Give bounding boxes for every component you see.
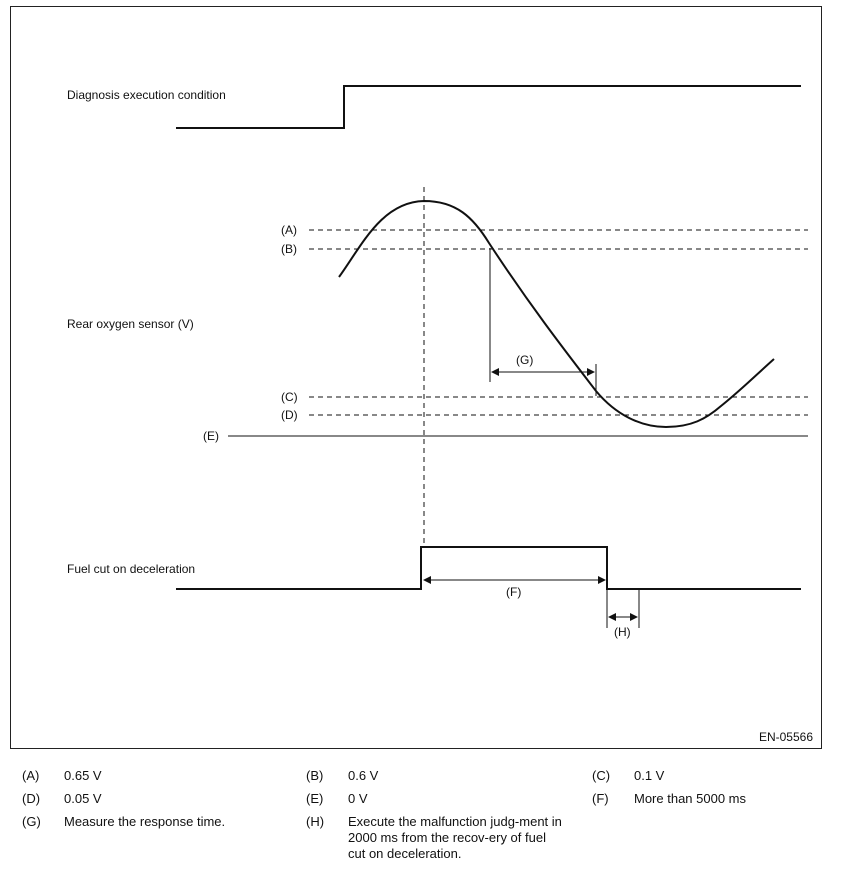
marker-c: (C) <box>281 390 298 404</box>
legend-value-a: 0.65 V <box>64 768 102 783</box>
marker-g: (G) <box>516 353 534 367</box>
marker-d: (D) <box>281 408 298 422</box>
fuel-cut-signal <box>176 547 801 589</box>
sensor-waveform <box>339 201 774 427</box>
legend-value-d: 0.05 V <box>64 791 102 806</box>
legend-value-c: 0.1 V <box>634 768 665 783</box>
fuel-cut-row-label: Fuel cut on deceleration <box>67 562 196 576</box>
legend-key-f: (F) <box>592 791 609 806</box>
timing-diagram <box>11 7 823 750</box>
marker-e: (E) <box>203 429 219 443</box>
legend-key-a: (A) <box>22 768 40 783</box>
legend-key-b: (B) <box>306 768 324 783</box>
legend-value-b: 0.6 V <box>348 768 379 783</box>
condition-signal <box>176 86 801 128</box>
figure-code: EN-05566 <box>758 730 813 744</box>
legend-value-g: Measure the response time. <box>64 814 226 829</box>
timing-diagram-frame <box>10 6 822 749</box>
sensor-row-label: Rear oxygen sensor (V) <box>67 317 194 331</box>
legend-key-d: (D) <box>22 791 41 806</box>
legend-value-f: More than 5000 ms <box>634 791 747 806</box>
marker-h: (H) <box>614 625 631 639</box>
legend-value-e: 0 V <box>348 791 368 806</box>
legend-key-c: (C) <box>592 768 611 783</box>
marker-f: (F) <box>506 585 522 599</box>
marker-b: (B) <box>281 242 297 256</box>
marker-a: (A) <box>281 223 297 237</box>
legend-key-e: (E) <box>306 791 324 806</box>
condition-row-label: Diagnosis execution condition <box>67 88 226 102</box>
legend-key-g: (G) <box>22 814 41 829</box>
legend-value-h: Execute the malfunction judg-ment in 2000 ms from the recov-ery of fuel cut on deceleration. <box>348 814 562 861</box>
legend-key-h: (H) <box>306 814 325 829</box>
